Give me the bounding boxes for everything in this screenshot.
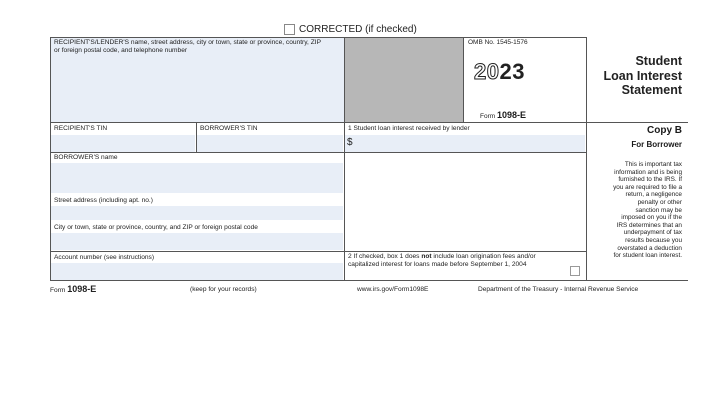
rule-tin-split xyxy=(196,122,197,152)
city-label: City or town, state or province, country, and ZIP or foreign postal code xyxy=(54,224,258,231)
copy-for: For Borrower xyxy=(631,140,682,149)
form-title xyxy=(604,54,683,98)
copy-label: Copy B xyxy=(647,125,682,136)
box2-prefix: 2 If checked, box 1 does xyxy=(348,253,422,260)
rule-top xyxy=(50,37,586,38)
borrower-name-label: BORROWER'S name xyxy=(54,154,118,161)
form-id-label: Form xyxy=(480,113,496,120)
rule-mid xyxy=(344,37,345,281)
notice-text xyxy=(582,161,682,260)
box2-rest: include loan origination fees and/or capitalized interest for loans made before September 1, 2004 xyxy=(348,253,536,268)
box1-currency: $ xyxy=(347,137,353,148)
title-line-3: Statement xyxy=(621,83,682,97)
notice-line: furnished to the IRS. If xyxy=(618,176,682,184)
notice-line: overstated a deduction xyxy=(617,244,682,252)
notice-line: return, a negligence xyxy=(625,191,682,199)
box2-checkbox[interactable] xyxy=(570,266,580,276)
recipient-tin-field[interactable] xyxy=(51,135,195,152)
form-1098e xyxy=(50,37,688,281)
rule-omb xyxy=(463,37,464,122)
title-line-2: Loan Interest xyxy=(603,68,682,83)
tax-year-suffix: 23 xyxy=(499,59,525,84)
corrected-row xyxy=(284,23,417,35)
form-id-number: 1098-E xyxy=(496,110,527,120)
notice-line: information and is being xyxy=(614,168,682,176)
rule-account-top xyxy=(50,251,586,252)
footer-form-number: 1098-E xyxy=(67,284,97,294)
notice-line: IRS determines that an xyxy=(616,221,682,229)
recipient-tin-label: RECIPIENT'S TIN xyxy=(54,125,108,132)
notice-line: imposed on you if the xyxy=(621,214,682,222)
form-id xyxy=(480,110,526,120)
box1-label: 1 Student loan interest received by lender xyxy=(348,125,470,132)
borrower-tin-label: BORROWER'S TIN xyxy=(200,125,258,132)
corrected-checkbox[interactable] xyxy=(284,24,295,35)
shaded-box xyxy=(344,37,463,122)
notice-line: you are required to file a xyxy=(613,183,682,191)
box2-bold: not xyxy=(421,253,432,260)
rule-tin-top xyxy=(50,122,688,123)
omb-number: OMB No. 1545-1576 xyxy=(468,39,528,46)
account-field[interactable] xyxy=(51,263,343,280)
title-line-1: Student xyxy=(635,54,682,68)
account-label: Account number (see instructions) xyxy=(54,254,155,261)
borrower-tin-field[interactable] xyxy=(197,135,343,152)
tax-year xyxy=(474,59,525,85)
notice-line: sanction may be xyxy=(635,206,682,214)
city-field[interactable] xyxy=(51,233,343,250)
notice-line: penalty or other xyxy=(637,198,682,206)
rule-right-inner xyxy=(586,37,587,281)
notice-line: underpayment of tax xyxy=(623,229,682,237)
notice-line: This is important tax xyxy=(624,161,682,168)
footer-form-word: Form xyxy=(50,287,66,294)
box2-label xyxy=(348,253,564,269)
footer-keep-note: (keep for your records) xyxy=(190,286,257,293)
rule-tin-bottom xyxy=(50,152,586,153)
box1-amount-field[interactable] xyxy=(345,135,585,152)
notice-line: for student loan interest. xyxy=(613,252,682,260)
tax-year-prefix: 20 xyxy=(474,59,500,84)
borrower-name-field[interactable] xyxy=(51,163,343,193)
street-label: Street address (including apt. no.) xyxy=(54,197,153,204)
corrected-label: CORRECTED (if checked) xyxy=(299,23,417,35)
notice-line: results because you xyxy=(625,236,682,244)
street-field[interactable] xyxy=(51,206,343,220)
rule-left xyxy=(50,37,51,281)
footer-form xyxy=(50,284,96,294)
footer-url[interactable]: www.irs.gov/Form1098E xyxy=(357,286,429,293)
footer-agency: Department of the Treasury - Internal Revenue Service xyxy=(478,286,639,293)
rule-bottom xyxy=(50,280,688,281)
recipient-box-label: RECIPIENT'S/LENDER'S name, street address, city or town, state or province, country, ZIP or foreign postal code, and telephone number xyxy=(54,39,321,54)
